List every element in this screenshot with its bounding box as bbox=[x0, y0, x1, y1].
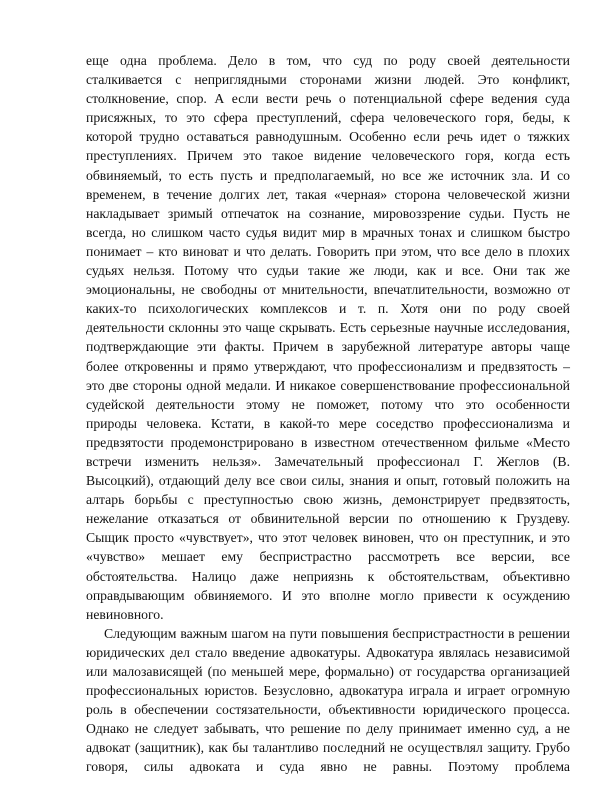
text-line: «чувство» мешает ему беспристрастно рассмотреть все версии, все bbox=[86, 549, 570, 565]
text-line: сталкивается с неприглядными сторонами жизни людей. Это конфликт, bbox=[86, 72, 570, 88]
text-line: оправдывающим обвиняемого. И это вполне могло привести к осуждению bbox=[86, 587, 570, 603]
text-line: адвокат (защитник), как бы талантливо последний не осуществлял защиту. Грубо bbox=[86, 740, 570, 756]
text-line: алтарь борьбы с преступностью свою жизнь, демонстрирует предвзятость, bbox=[86, 492, 570, 508]
text-line: более откровенны и прямо утверждают, что профессионализм и предвзятость – bbox=[86, 358, 570, 374]
text-line: судьях нельзя. Потому что судьи такие же люди, как и все. Они так же bbox=[86, 263, 570, 279]
text-line: деятельности склонны это чаще скрывать. Есть серьезные научные исследования, bbox=[86, 320, 570, 336]
text-line: невиновного. bbox=[86, 606, 164, 622]
text-line: эмоциональны, не свободны от мнительности, впечатлительности, возможно от bbox=[86, 282, 570, 298]
text-line: накладывает зримый отпечаток на сознание, мировоззрение судьи. Пусть не bbox=[86, 205, 570, 221]
text-line: судейской деятельности этому не поможет, потому что это особенности bbox=[86, 396, 570, 412]
text-line: понимает – кто виноват и что делать. Говорить при этом, что все дело в плохих bbox=[86, 243, 570, 259]
text-line: еще одна проблема. Дело в том, что суд по роду своей деятельности bbox=[86, 53, 570, 68]
paragraph-first-line: Следующим важным шагом на пути повышения беспристрастности в решении bbox=[104, 625, 570, 641]
text-line: нежелание отказаться от обвинительной версии по отношению к Груздеву. bbox=[86, 511, 570, 527]
text-line: временем, в течение долгих лет, такая «черная» сторона человеческой жизни bbox=[86, 186, 570, 202]
text-line: Сыщик просто «чувствует», что этот человек виновен, что он преступник, и это bbox=[86, 530, 570, 546]
text-line: обвиняемый, то есть пусть и предполагаемый, но все же источник зла. И со bbox=[86, 167, 570, 183]
text-line: юридических дел стало введение адвокатуры. Адвокатура являлась независимой bbox=[86, 644, 570, 660]
text-line: Однако не следует забывать, что решение по делу принимает именно суд, а не bbox=[86, 721, 570, 737]
text-line: встречи изменить нельзя». Замечательный профессионал Г. Жеглов (В. bbox=[86, 453, 570, 469]
text-line: предвзятости продемонстрировано в известном отечественном фильме «Место bbox=[86, 434, 570, 450]
text-line: преступлениях. Причем это такое видение человеческого горя, когда есть bbox=[86, 148, 570, 164]
text-line: говоря, силы адвоката и суда явно не равны. Поэтому проблема bbox=[86, 759, 570, 775]
text-line: всегда, но слишком часто судья видит мир в мрачных тонах и слишком быстро bbox=[86, 224, 570, 240]
text-line: природы человека. Кстати, в какой-то мере соседство профессионализма и bbox=[86, 415, 570, 431]
text-line: Высоцкий), отдающий делу все свои силы, знания и опыт, готовый положить на bbox=[86, 473, 570, 489]
text-line: обстоятельства. Налицо даже неприязнь к обстоятельствам, объективно bbox=[86, 568, 570, 584]
text-line: присяжных, то это сфера преступлений, сфера человеческого горя, беды, к bbox=[86, 110, 570, 126]
text-line: которой трудно оставаться равнодушным. Особенно если речь идет о тяжких bbox=[86, 129, 570, 145]
text-line: каких-то психологических комплексов и т. п. Хотя они по роду своей bbox=[86, 301, 570, 317]
text-line: или малозависящей (по меньшей мере, формально) от государства организацией bbox=[86, 664, 570, 679]
text-line: столкновение, спор. А если вести речь о потенциальной сфере ведения суда bbox=[86, 91, 570, 107]
body-text bbox=[86, 51, 570, 777]
text-line: роль в обеспечении состязательности, объективности юридического процесса. bbox=[86, 702, 570, 718]
text-line: профессиональных юристов. Безусловно, адвокатура играла и играет огромную bbox=[86, 683, 570, 699]
text-line: это две стороны одной медали. И никакое совершенствование профессиональной bbox=[86, 377, 570, 393]
text-line: подтверждающие эти факты. Причем в зарубежной литературе авторы чаще bbox=[86, 339, 570, 355]
